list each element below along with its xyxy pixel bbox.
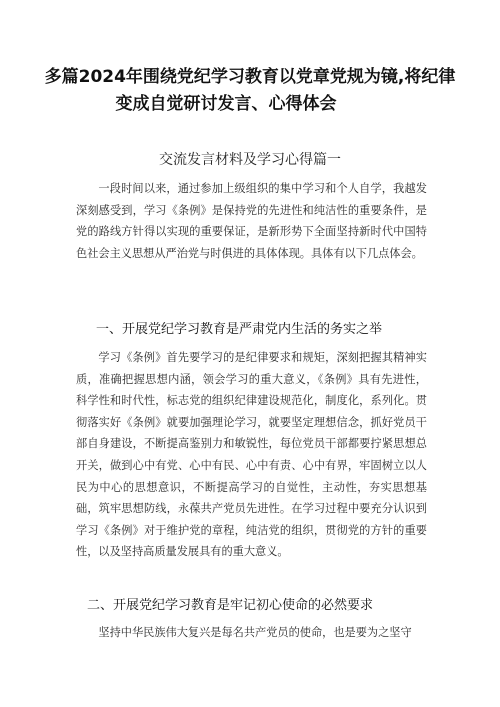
document-title-line-1: 多篇2024年围绕党纪学习教育以党章党规为镜,将纪律: [44, 67, 456, 87]
heading-section-1: 一、开展党纪学习教育是严肃党内生活的务实之举: [96, 322, 383, 337]
paragraph-section-1: 学习《条例》首先要学习的是纪律要求和规矩，深刻把握其精神实质，准确把握思想内涵，领会学习的重大意义，《条例》具有先进性，科学性和时代性，标志党的组织纪律建设规范化，制度化，系列化。贯彻落实好《条例》就要加强理论学习，就要坚定理想信念，抓好党员干部自身建设，不断提高鉴别力和敏锐性，每位党员干部都要拧紧思想总开关，做到心中有党、心中有民、心中有责、心中有界，牢固树立以人民为中心的思想意识，不断提高学习的自觉性，主动性，夯实思想基础，筑牢思想防线，永葆共产党员先进性。在学习过程中要充分认识到学习《条例》对于维护党的章程，纯洁党的组织，贯彻党的方针的重要性，以及坚持高质量发展具有的重大意义。: [76, 351, 427, 559]
paragraph-section-2: 坚持中华民族伟大复兴是每名共产党员的使命，也是要为之坚守: [98, 626, 412, 639]
document-title-line-2: 变成自觉研讨发言、心得体会: [115, 94, 337, 114]
section-subtitle: 交流发言材料及学习心得篇一: [159, 152, 341, 168]
paragraph-intro: 一段时间以来，通过参加上级组织的集中学习和个人自学，我越发深刻感受到，学习《条例》是保持党的先进性和纯洁性的重要条件，是党的路线方针得以实现的重要保证，是新形势下全面坚持新时代中国特色社会主义思想从严治党与时俱进的具体体现。具体有以下几点体会。: [76, 182, 427, 260]
heading-section-2: 二、开展党纪学习教育是牢记初心使命的必然要求: [87, 598, 374, 613]
